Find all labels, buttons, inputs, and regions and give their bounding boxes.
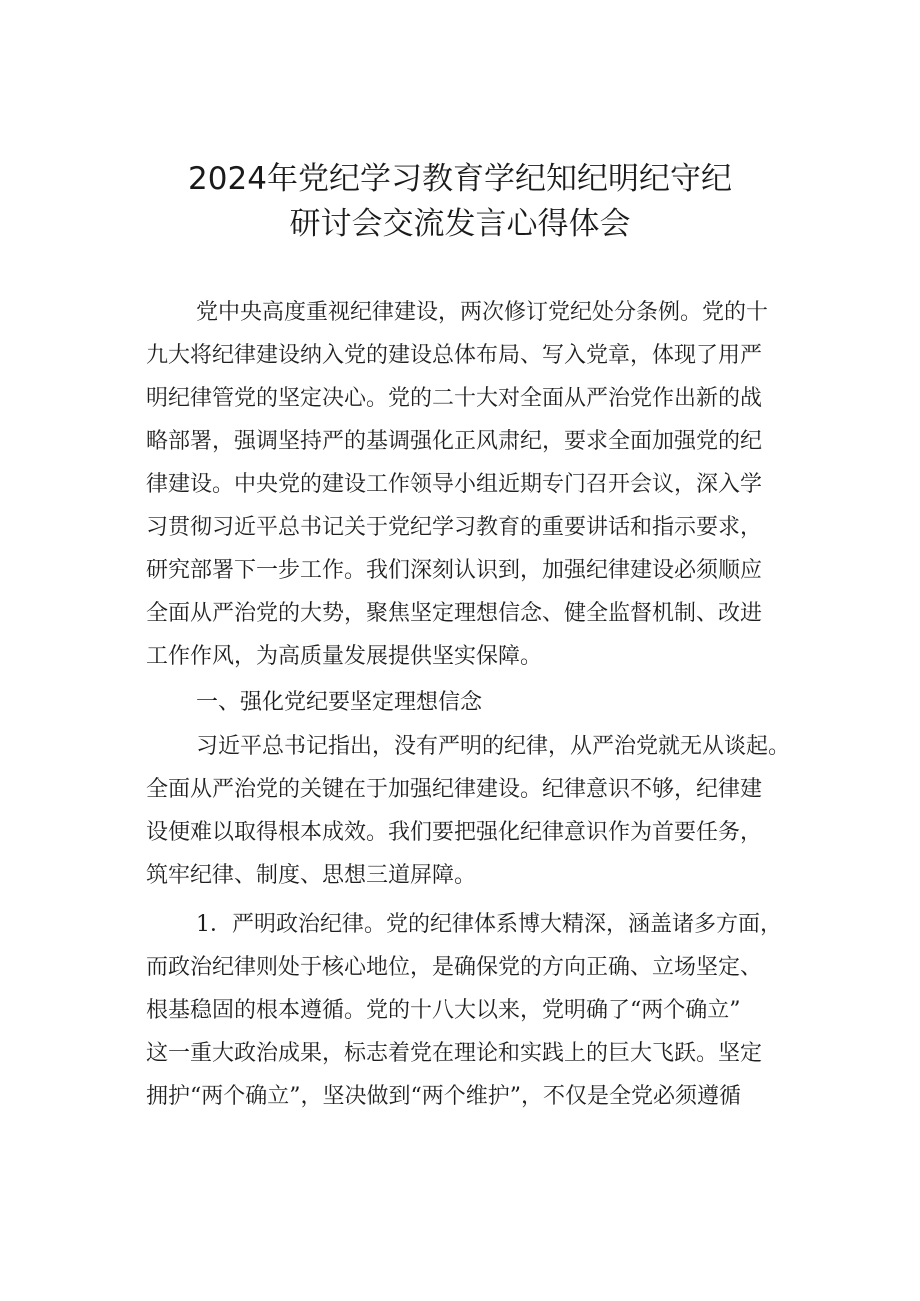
- paragraph-1-line: 略部署，强调坚持严的基调强化正风肃纪，要求全面加强党的纪: [146, 429, 763, 454]
- paragraph-1-line: 党中央高度重视纪律建设，两次修订党纪处分条例。党的十: [196, 300, 769, 325]
- paragraph-3-line: 根基稳固的根本遵循。党的十八大以来，党明确了“两个确立”: [146, 998, 741, 1023]
- paragraph-1-line: 习贯彻习近平总书记关于党纪学习教育的重要讲话和指示要求，: [146, 515, 763, 540]
- section-heading-1: 一、强化党纪要坚定理想信念: [196, 690, 483, 715]
- paragraph-3-line: 1．严明政治纪律。党的纪律体系博大精深，涵盖诸多方面，: [196, 912, 782, 937]
- paragraph-2-line: 筑牢纪律、制度、思想三道屏障。: [146, 863, 477, 888]
- paragraph-1-line: 律建设。中央党的建设工作领导小组近期专门召开会议，深入学: [146, 472, 763, 497]
- paragraph-2-line: 设便难以取得根本成效。我们要把强化纪律意识作为首要任务，: [146, 820, 763, 845]
- paragraph-1-line: 明纪律管党的坚定决心。党的二十大对全面从严治党作出新的战: [146, 386, 763, 411]
- paragraph-3-line: 拥护“两个确立”，坚决做到“两个维护”，不仅是全党必须遵循: [146, 1084, 741, 1109]
- document-title-line-1: 2024年党纪学习教育学纪知纪明纪守纪: [188, 161, 732, 197]
- paragraph-1-line: 研究部署下一步工作。我们深刻认识到，加强纪律建设必须顺应: [146, 558, 763, 583]
- document-title-line-2: 研讨会交流发言心得体会: [289, 206, 631, 242]
- paragraph-1-line: 九大将纪律建设纳入党的建设总体布局、写入党章，体现了用严: [146, 343, 763, 368]
- paragraph-3-line: 这一重大政治成果，标志着党在理论和实践上的巨大飞跃。坚定: [146, 1041, 763, 1066]
- paragraph-1-line: 全面从严治党的大势，聚焦坚定理想信念、健全监督机制、改进: [146, 601, 763, 626]
- paragraph-2-line: 习近平总书记指出，没有严明的纪律，从严治党就无从谈起。: [196, 734, 791, 759]
- paragraph-2-line: 全面从严治党的关键在于加强纪律建设。纪律意识不够，纪律建: [146, 777, 763, 802]
- paragraph-3-line: 而政治纪律则处于核心地位，是确保党的方向正确、立场坚定、: [146, 955, 763, 980]
- paragraph-1-line: 工作作风，为高质量发展提供坚实保障。: [146, 644, 543, 669]
